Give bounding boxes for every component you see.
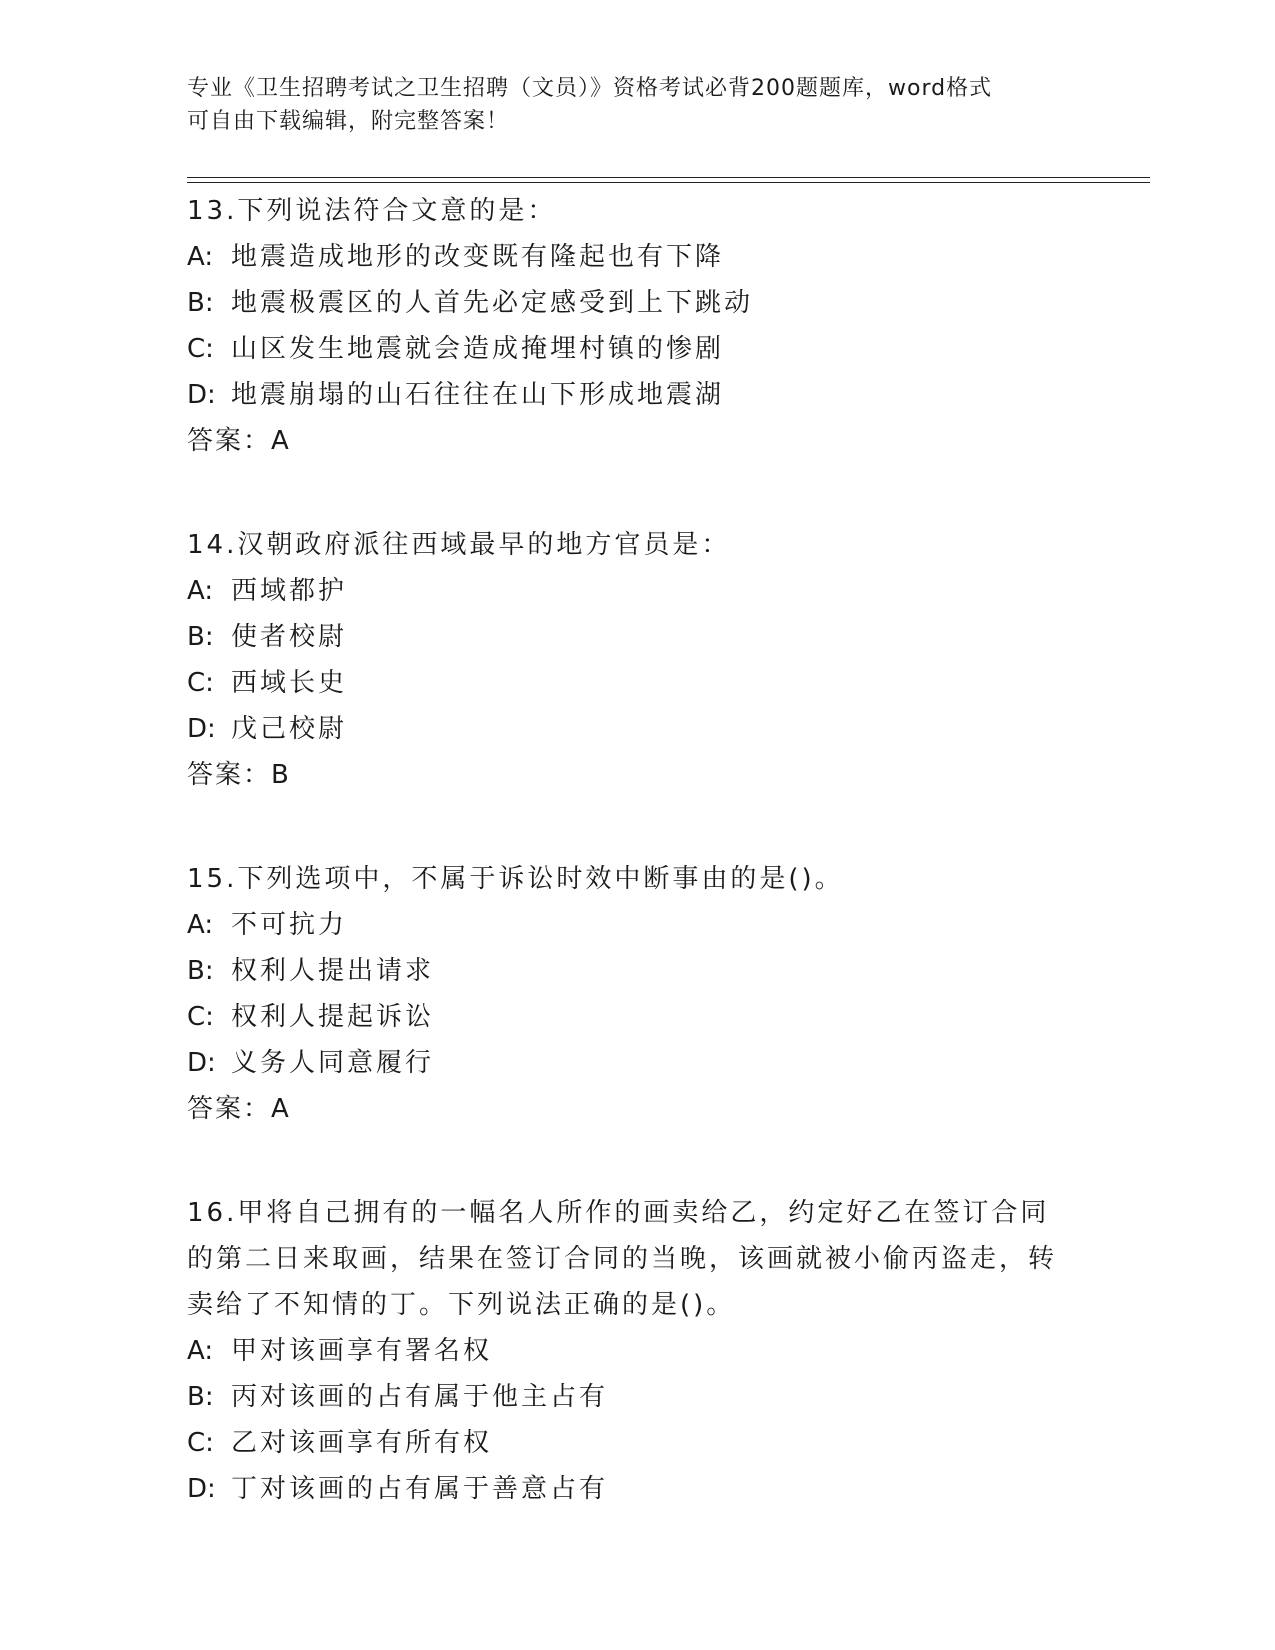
- option-text: 西域都护: [231, 576, 348, 606]
- question-stem: 13.下列说法符合文意的是：: [187, 196, 557, 226]
- question-stem: 14.汉朝政府派往西域最早的地方官员是：: [187, 530, 731, 560]
- option-text: 戊己校尉: [231, 714, 348, 744]
- option-b: [187, 948, 1087, 994]
- option-letter: D:: [187, 380, 216, 410]
- option-letter: B:: [187, 288, 214, 318]
- option-letter: B:: [187, 1382, 214, 1412]
- answer-line: [187, 1086, 1087, 1132]
- option-text: 权利人提起诉讼: [231, 1002, 435, 1032]
- header-line-2: 可自由下载编辑，附完整答案！: [187, 109, 510, 134]
- option-text: 权利人提出请求: [231, 956, 435, 986]
- option-letter: B:: [187, 622, 214, 652]
- option-b: [187, 614, 1087, 660]
- option-text: 义务人同意履行: [231, 1048, 435, 1078]
- option-c: [187, 994, 1087, 1040]
- option-d: [187, 706, 1087, 752]
- option-letter: D:: [187, 1048, 216, 1078]
- header-divider-bottom: [187, 182, 1150, 183]
- answer-line: [187, 752, 1087, 798]
- question-15: [187, 856, 1087, 1132]
- answer-label: 答案：: [187, 1094, 272, 1124]
- option-text: 不可抗力: [231, 910, 348, 940]
- option-text: 丁对该画的占有属于善意占有: [231, 1474, 609, 1504]
- question-16: [187, 1190, 1087, 1512]
- option-c: [187, 326, 1087, 372]
- option-letter: A:: [187, 910, 214, 940]
- answer-line: [187, 418, 1087, 464]
- question-list: [187, 188, 1087, 1570]
- option-a: [187, 902, 1087, 948]
- option-b: [187, 1374, 1087, 1420]
- option-text: 西域长史: [231, 668, 348, 698]
- option-text: 地震极震区的人首先必定感受到上下跳动: [231, 288, 754, 318]
- option-letter: C:: [187, 1428, 214, 1458]
- header-line-1: 专业《卫生招聘考试之卫生招聘（文员）》资格考试必背200题题库，word格式: [187, 76, 993, 101]
- answer-value: A: [271, 1094, 291, 1124]
- option-text: 地震崩塌的山石往往在山下形成地震湖: [231, 380, 725, 410]
- option-a: [187, 568, 1087, 614]
- header-divider-top: [187, 177, 1150, 178]
- option-letter: D:: [187, 1474, 216, 1504]
- option-c: [187, 660, 1087, 706]
- option-d: [187, 1466, 1087, 1512]
- option-letter: A:: [187, 1336, 214, 1366]
- answer-label: 答案：: [187, 426, 272, 456]
- option-letter: C:: [187, 334, 214, 364]
- answer-value: B: [271, 760, 291, 790]
- question-14: [187, 522, 1087, 798]
- option-text: 丙对该画的占有属于他主占有: [231, 1382, 609, 1412]
- question-stem: 16.甲将自己拥有的一幅名人所作的画卖给乙，约定好乙在签订合同的第二日来取画，结果在签订合同的当晚，该画就被小偷丙盗走，转卖给了不知情的丁。下列说法正确的是()。: [187, 1198, 1058, 1320]
- option-text: 甲对该画享有署名权: [231, 1336, 493, 1366]
- option-letter: A:: [187, 576, 214, 606]
- option-text: 乙对该画享有所有权: [231, 1428, 493, 1458]
- option-text: 地震造成地形的改变既有隆起也有下降: [231, 242, 725, 272]
- option-letter: A:: [187, 242, 214, 272]
- option-d: [187, 1040, 1087, 1086]
- document-header: [187, 72, 1087, 138]
- option-d: [187, 372, 1087, 418]
- question-13: [187, 188, 1087, 464]
- question-stem: 15.下列选项中，不属于诉讼时效中断事由的是()。: [187, 864, 844, 894]
- option-text: 使者校尉: [231, 622, 348, 652]
- answer-label: 答案：: [187, 760, 272, 790]
- option-a: [187, 234, 1087, 280]
- option-letter: D:: [187, 714, 216, 744]
- option-b: [187, 280, 1087, 326]
- answer-value: A: [271, 426, 291, 456]
- option-letter: C:: [187, 1002, 214, 1032]
- option-text: 山区发生地震就会造成掩埋村镇的惨剧: [231, 334, 725, 364]
- option-a: [187, 1328, 1087, 1374]
- option-letter: C:: [187, 668, 214, 698]
- option-letter: B:: [187, 956, 214, 986]
- option-c: [187, 1420, 1087, 1466]
